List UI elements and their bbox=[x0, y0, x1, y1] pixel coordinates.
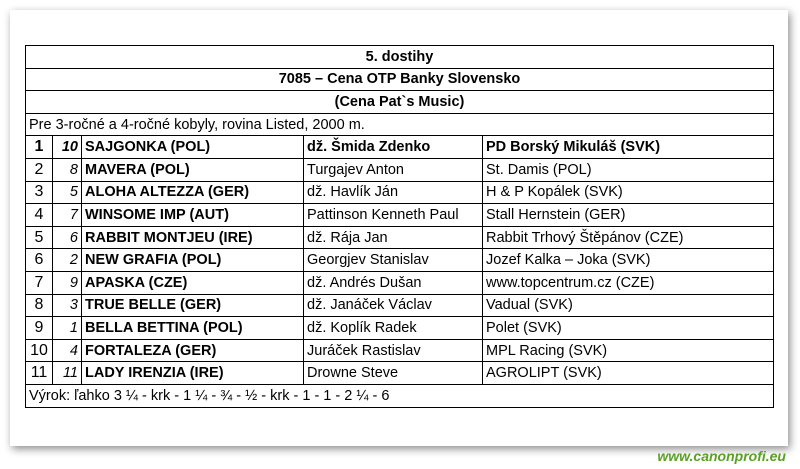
jockey-cell: dž. Andrés Dušan bbox=[304, 271, 483, 294]
race-margins: Výrok: ľahko 3 ¼ - krk - 1 ¼ - ¾ - ½ - krk - 1 - 1 - 2 ¼ - 6 bbox=[26, 384, 774, 407]
table-row bbox=[26, 204, 774, 227]
race-heading: 5. dostihy bbox=[26, 46, 774, 69]
jockey-cell: dž. Koplík Radek bbox=[304, 317, 483, 340]
start-number-cell: 8 bbox=[53, 158, 82, 181]
table-row bbox=[26, 271, 774, 294]
owner-cell: www.topcentrum.cz (CZE) bbox=[483, 271, 774, 294]
place-cell: 1 bbox=[26, 136, 53, 159]
owner-cell: AGROLIPT (SVK) bbox=[483, 362, 774, 385]
place-cell: 10 bbox=[26, 339, 53, 362]
table-row bbox=[26, 181, 774, 204]
owner-cell: H & P Kopálek (SVK) bbox=[483, 181, 774, 204]
jockey-cell: Drowne Steve bbox=[304, 362, 483, 385]
horse-name-cell: MAVERA (POL) bbox=[82, 158, 304, 181]
owner-cell: Rabbit Trhový Štěpánov (CZE) bbox=[483, 226, 774, 249]
horse-name-cell: BELLA BETTINA (POL) bbox=[82, 317, 304, 340]
jockey-cell: dž. Rája Jan bbox=[304, 226, 483, 249]
horse-name-cell: TRUE BELLE (GER) bbox=[82, 294, 304, 317]
race-title: 7085 – Cena OTP Banky Slovensko bbox=[26, 68, 774, 91]
start-number-cell: 5 bbox=[53, 181, 82, 204]
table-row bbox=[26, 249, 774, 272]
race-results-table bbox=[25, 45, 774, 408]
horse-name-cell: NEW GRAFIA (POL) bbox=[82, 249, 304, 272]
jockey-cell: dž. Janáček Václav bbox=[304, 294, 483, 317]
jockey-cell: Pattinson Kenneth Paul bbox=[304, 204, 483, 227]
jockey-cell: Juráček Rastislav bbox=[304, 339, 483, 362]
place-cell: 6 bbox=[26, 249, 53, 272]
start-number-cell: 9 bbox=[53, 271, 82, 294]
place-cell: 3 bbox=[26, 181, 53, 204]
table-row bbox=[26, 158, 774, 181]
start-number-cell: 7 bbox=[53, 204, 82, 227]
horse-name-cell: LADY IRENZIA (IRE) bbox=[82, 362, 304, 385]
place-cell: 8 bbox=[26, 294, 53, 317]
start-number-cell: 10 bbox=[53, 136, 82, 159]
owner-cell: MPL Racing (SVK) bbox=[483, 339, 774, 362]
owner-cell: St. Damis (POL) bbox=[483, 158, 774, 181]
race-subtitle: (Cena Pat`s Music) bbox=[26, 91, 774, 114]
title-row bbox=[26, 68, 774, 91]
horse-name-cell: ALOHA ALTEZZA (GER) bbox=[82, 181, 304, 204]
start-number-cell: 11 bbox=[53, 362, 82, 385]
table-row bbox=[26, 339, 774, 362]
owner-cell: Polet (SVK) bbox=[483, 317, 774, 340]
horse-name-cell: SAJGONKA (POL) bbox=[82, 136, 304, 159]
start-number-cell: 6 bbox=[53, 226, 82, 249]
jockey-cell: Georgjev Stanislav bbox=[304, 249, 483, 272]
conditions-row bbox=[26, 113, 774, 136]
table-row bbox=[26, 226, 774, 249]
footer-row bbox=[26, 384, 774, 407]
jockey-cell: dž. Šmida Zdenko bbox=[304, 136, 483, 159]
watermark-text: www.canonprofi.eu bbox=[657, 448, 786, 464]
subtitle-row bbox=[26, 91, 774, 114]
place-cell: 11 bbox=[26, 362, 53, 385]
owner-cell: Jozef Kalka – Joka (SVK) bbox=[483, 249, 774, 272]
place-cell: 4 bbox=[26, 204, 53, 227]
jockey-cell: dž. Havlík Ján bbox=[304, 181, 483, 204]
place-cell: 9 bbox=[26, 317, 53, 340]
place-cell: 7 bbox=[26, 271, 53, 294]
jockey-cell: Turgajev Anton bbox=[304, 158, 483, 181]
start-number-cell: 4 bbox=[53, 339, 82, 362]
race-conditions: Pre 3-ročné a 4-ročné kobyly, rovina Listed, 2000 m. bbox=[26, 113, 774, 136]
start-number-cell: 1 bbox=[53, 317, 82, 340]
horse-name-cell: APASKA (CZE) bbox=[82, 271, 304, 294]
table-row bbox=[26, 362, 774, 385]
place-cell: 2 bbox=[26, 158, 53, 181]
table-row bbox=[26, 294, 774, 317]
owner-cell: Stall Hernstein (GER) bbox=[483, 204, 774, 227]
horse-name-cell: FORTALEZA (GER) bbox=[82, 339, 304, 362]
result-rows bbox=[26, 136, 774, 385]
horse-name-cell: WINSOME IMP (AUT) bbox=[82, 204, 304, 227]
table-row bbox=[26, 136, 774, 159]
heading-row bbox=[26, 46, 774, 69]
start-number-cell: 3 bbox=[53, 294, 82, 317]
table-row bbox=[26, 317, 774, 340]
start-number-cell: 2 bbox=[53, 249, 82, 272]
owner-cell: PD Borský Mikuláš (SVK) bbox=[483, 136, 774, 159]
place-cell: 5 bbox=[26, 226, 53, 249]
owner-cell: Vadual (SVK) bbox=[483, 294, 774, 317]
horse-name-cell: RABBIT MONTJEU (IRE) bbox=[82, 226, 304, 249]
